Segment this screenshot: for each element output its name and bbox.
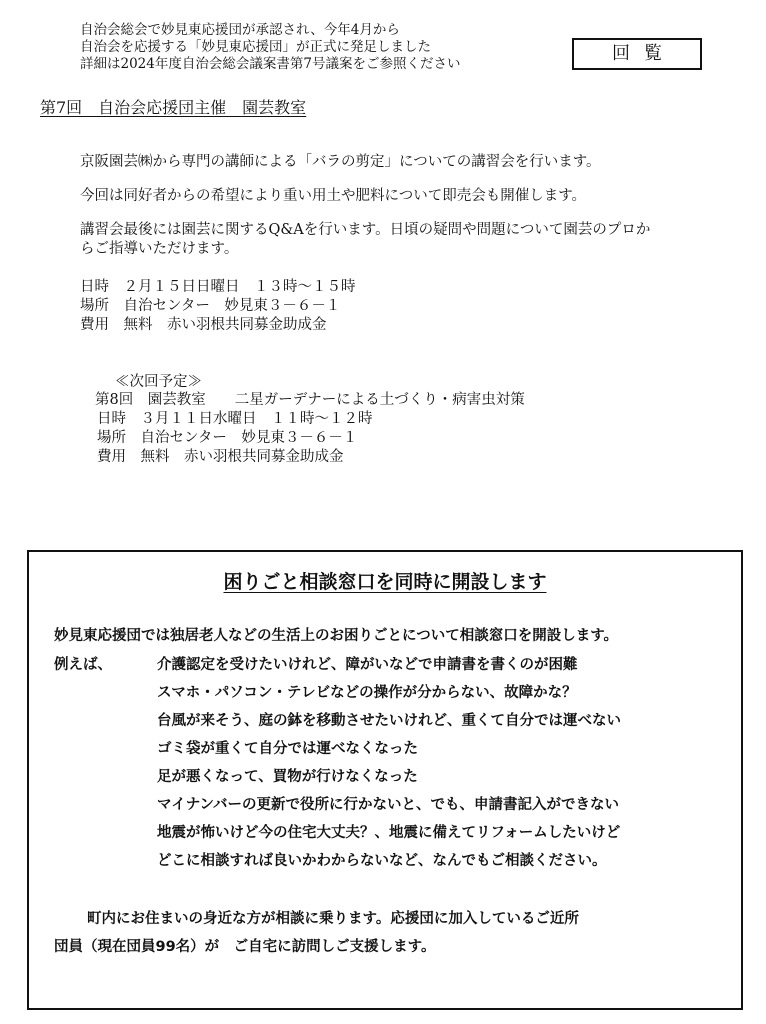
example-item: 台風が来そう、庭の鉢を移動させたいけれど、重くて自分では運べない — [157, 713, 621, 729]
consultation-title-text: 困りごと相談窓口を同時に開設します — [223, 571, 547, 593]
event-title: 第7回 自治会応援団主催 園芸教室 — [40, 98, 307, 117]
example-label: 例えば、 — [54, 657, 112, 673]
example-item: 地震が怖いけど今の住宅大丈夫？、地震に備えてリフォームしたいけど — [157, 825, 621, 841]
example-item: 介護認定を受けたいけれど、障がいなどで申請書を書くのが困難 — [157, 657, 578, 673]
paragraph: 講習会最後には園芸に関するQ&Aを行います。日頃の疑問や問題について園芸のプロか — [80, 222, 651, 238]
paragraph: 京阪園芸㈱から専門の講師による「バラの剪定」についての講習会を行います。 — [80, 154, 601, 170]
intro-line: 詳細は2024年度自治会総会議案書第7号議案をご参照ください — [80, 56, 461, 72]
intro-block — [80, 22, 460, 73]
next-schedule-fee: 費用 無料 赤い羽根共同募金助成金 — [97, 449, 344, 465]
example-item: 足が悪くなって、買物が行けなくなった — [157, 769, 418, 785]
consultation-title — [29, 567, 741, 594]
example-item: スマホ・パソコン・テレビなどの操作が分からない、故障かな？ — [157, 685, 577, 701]
event-place: 場所 自治センター 妙見東３－６－１ — [80, 298, 341, 314]
next-schedule-title: 第8回 園芸教室 二星ガーデナーによる土づくり・病害虫対策 — [95, 392, 525, 408]
consultation-intro: 妙見東応援団では独居老人などの生活上のお困りごとについて相談窓口を開設します。 — [54, 628, 619, 644]
closing-line: 団員（現在団員99名）が ご自宅に訪問しご支援します。 — [54, 939, 436, 955]
paragraph: らご指導いただけます。 — [80, 241, 239, 257]
next-schedule-date: 日時 ３月１１日水曜日 １１時～１２時 — [97, 411, 373, 427]
intro-line: 自治会を応援する「妙見東応援団」が正式に発足しました — [80, 39, 431, 55]
example-item: マイナンバーの更新で役所に行かないと、でも、申請書記入ができない — [157, 797, 619, 813]
consultation-box — [27, 550, 743, 1010]
event-date: 日時 ２月１５日日曜日 １３時～１５時 — [80, 279, 356, 295]
circulation-stamp: 回覧 — [572, 38, 702, 70]
event-fee: 費用 無料 赤い羽根共同募金助成金 — [80, 317, 327, 333]
example-item: ゴミ袋が重くて自分では運べなくなった — [157, 741, 418, 757]
next-schedule-place: 場所 自治センター 妙見東３－６－１ — [97, 430, 358, 446]
example-item: どこに相談すれば良いかわからないなど、なんでもご相談ください。 — [157, 853, 607, 869]
closing-line: 町内にお住まいの身近な方が相談に乗ります。応援団に加入しているご近所 — [87, 911, 579, 927]
next-schedule-header: ≪次回予定≫ — [115, 374, 202, 390]
intro-line: 自治会総会で妙見東応援団が承認され、今年4月から — [80, 22, 400, 38]
paragraph: 今回は同好者からの希望により重い用土や肥料について即売会も開催します。 — [80, 188, 587, 204]
